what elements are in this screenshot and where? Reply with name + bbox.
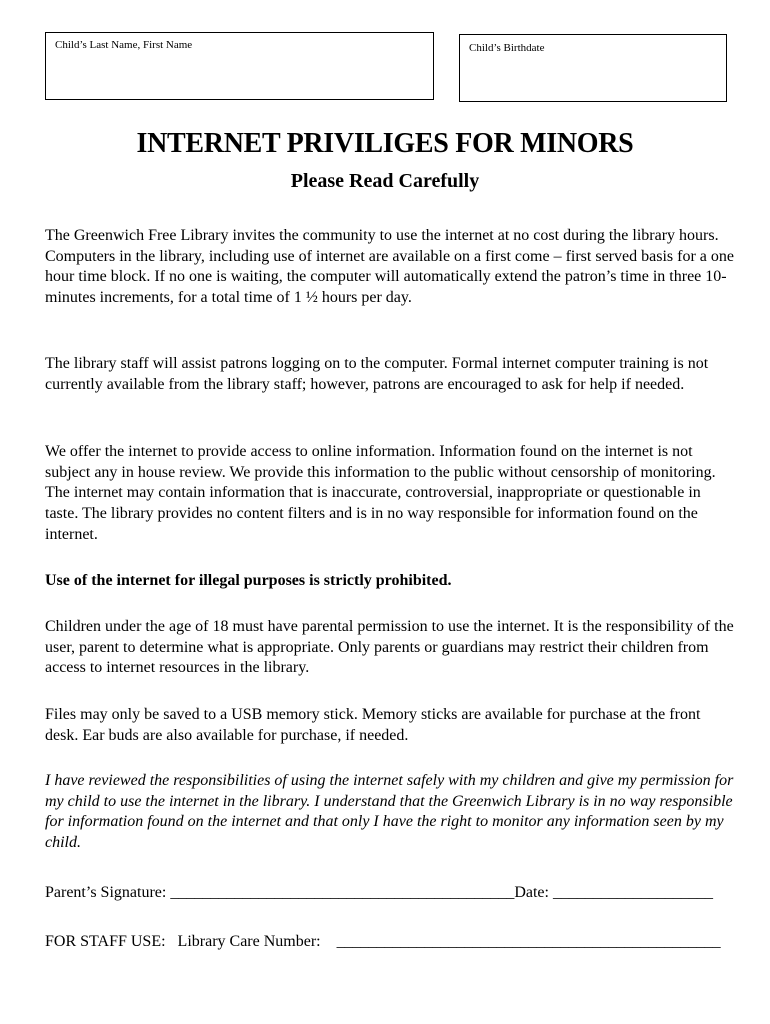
- child-name-field[interactable]: [45, 32, 434, 100]
- paragraph-intro: The Greenwich Free Library invites the community to use the internet at no cost during the library hours. Computers in the library, including use of internet are available on a first come – first served basis for a one hour time block. If no one is waiting, the computer will automatically extend the patron’s time in three 10-minutes increments, for a total time of 1 ½ hours per day.: [45, 227, 734, 307]
- paragraph-staff-assistance: The library staff will assist patrons logging on to the computer. Formal internet computer training is not currently available from the library staff; however, patrons are encouraged to ask for help if needed.: [45, 355, 709, 393]
- child-name-label: Child’s Last Name, First Name: [55, 39, 193, 51]
- child-birthdate-field[interactable]: [459, 34, 727, 102]
- child-birthdate-label: Child’s Birthdate: [469, 42, 545, 54]
- paragraph-illegal-use: Use of the internet for illegal purposes is strictly prohibited.: [45, 572, 452, 589]
- paragraph-parent-agreement: I have reviewed the responsibilities of using the internet safely with my children and give my permission for my child to use the internet in the library. I understand that the Greenwich Library is in no way responsible for information found on the internet and that only I have the right to monitor any information seen by my child.: [45, 772, 734, 852]
- paragraph-parental-permission: Children under the age of 18 must have parental permission to use the internet. It is the responsibility of the user, parent to determine what is appropriate. Only parents or guardians may restrict their children from access to internet resources in the library.: [45, 618, 734, 677]
- document-subtitle: Please Read Carefully: [290, 170, 480, 192]
- document-title: INTERNET PRIVILIGES FOR MINORS: [136, 128, 634, 159]
- parent-signature-line[interactable]: Parent’s Signature: ___________________________________________Date: ____________________: [45, 884, 713, 901]
- paragraph-files-usb: Files may only be saved to a USB memory stick. Memory sticks are available for purchase at the front desk. Ear buds are also available for purchase, if needed.: [45, 706, 701, 744]
- staff-library-card-line[interactable]: FOR STAFF USE: Library Care Number: ________________________________________________: [45, 933, 721, 950]
- paragraph-online-information: We offer the internet to provide access to online information. Information found on the internet is not subject any in house review. We provide this information to the public without censorship of monitoring. The internet may contain information that is inaccurate, controversial, inappropriate or questionable in taste. The library provides no content filters and is in no way responsible for information found on the internet.: [45, 443, 716, 543]
